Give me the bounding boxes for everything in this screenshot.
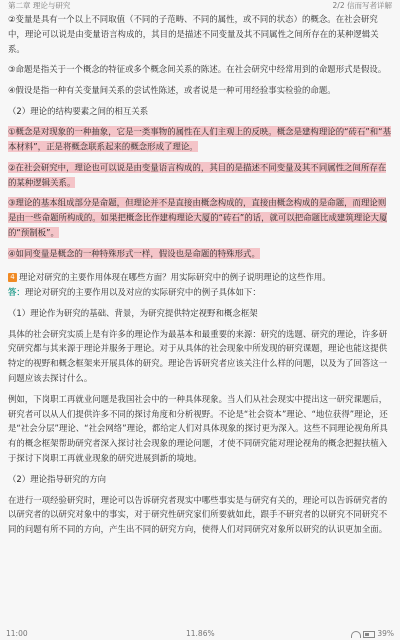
page-content [8, 12, 394, 537]
answer-heading-2: （2）理论指导研究的方向 [8, 473, 107, 484]
paragraph-variable: ②变量是具有一个以上不同取值（不同的子范畴、不同的属性，或不同的状态）的概念。在社会研究中，理论可以说是由变量语言构成的，其目的是描述不同变量及其不同属性之间所存在的某种逻辑关系。 [8, 14, 379, 54]
book-title: 2/2 信而写者详解 [332, 1, 392, 10]
clock: 11:00 [6, 629, 28, 638]
highlighted-paragraph-hypothesis-theory[interactable]: ④如同变量是概念的一种特殊形式一样，假设也是命题的特殊形式。 [8, 248, 260, 259]
highlighted-paragraph-concept[interactable]: ①概念是对现象的一种抽象，它是一类事物的属性在人们主观上的反映。概念是建构理论的“砖石”和“基本材料”，正是将概念联系起来的概念形成了理论。 [8, 126, 391, 152]
status-icons [351, 628, 394, 640]
question-text: 理论对研究的主要作用体现在哪些方面？用实际研究中的例子说明理论的这些作用。 [19, 272, 331, 283]
battery-level: 39% [377, 629, 394, 638]
highlighted-paragraph-variable-theory[interactable]: ②在社会研究中，理论也可以说是由变量语言构成的，其目的是描述不同变量及其不同属性之间所存在的某种逻辑关系。 [8, 162, 387, 188]
question-number-badge: 4 [8, 273, 17, 282]
paragraph-hypothesis: ④假设是指一种有关变量间关系的尝试性陈述，或者说是一种可用经验事实检验的命题。 [8, 85, 336, 96]
answer-body-1: 具体的社会研究实质上是有许多的理论作为最基本和最重要的来源：研究的选题、研究的理论，许多研究研究都与其来源于理论并服务于理论。对于从具体的社会现象中所发现的研究课题，理论也能这提供特定的视野和概念框架来开展具体的研究。理论告诉研究者应该关注什么样的问题，以及为了回答这一问题应该去探讨什么。 [8, 328, 388, 383]
wifi-icon [351, 631, 361, 638]
answer-example-1: 例如，下岗职工再就业问题是我国社会中的一种具体现象。当人们从社会现实中提出这一研究课题后，研究者可以从人们提供许多不同的探讨角度和分析视野。不论是“社会资本”理论、“地位获得”理论，还是“社会分层”理论、“社会网络”理论，都给定人们对具体现象的探讨更为深入。这些不同理论视角所具有的概念框架帮助研究者深入探讨社会现象的理论问题，才使不同研究能对理论视角的概念把握扶植入于探讨下岗职工再就业现象的研究进展到新的境地。 [8, 393, 388, 463]
reader-top-bar [0, 0, 400, 12]
answer-intro-line [8, 285, 394, 300]
paragraph-proposition: ③命题是指关于一个概念的特征或多个概念间关系的陈述。在社会研究中经常用到的命题形式是假设。 [8, 64, 387, 75]
battery-icon [363, 631, 375, 638]
answer-label: 答： [8, 286, 25, 297]
answer-body-2: 在进行一项经验研究时，理论可以告诉研究者现实中哪些事实是与研究有关的，理论可以告诉研究者的以研究者的以研究对象中的事实，对于研究性研究家们所要就如此，跟手不研究者的以研究不同研究不同的问题有所不同的方向，产生出不同的研究方向，使得人们对同研究对象所以研究的认识更加全面。 [8, 494, 388, 535]
question-4 [8, 270, 394, 285]
reading-progress: 11.86% [186, 629, 215, 638]
answer-intro: 理论对研究的主要作用以及对应的实际研究中的例子具体如下： [24, 286, 261, 297]
chapter-title: 第二章 理论与研究 [8, 1, 71, 10]
reader-bottom-bar [0, 628, 400, 640]
answer-heading-1: （1）理论作为研究的基础、背景，为研究提供特定视野和概念框架 [8, 307, 258, 318]
section-heading-relations: （2）理论的结构要素之间的相互关系 [8, 105, 149, 116]
highlighted-paragraph-proposition-theory[interactable]: ③理论的基本组成部分是命题，但理论并不是直接由概念构成的，直接由概念构成的是命题，而理论则是由一些命题所构成的。如果把概念比作建构理论大厦的“砖石”的话，就可以把命题比成建筑理论大厦的“预制板”。 [8, 197, 388, 238]
